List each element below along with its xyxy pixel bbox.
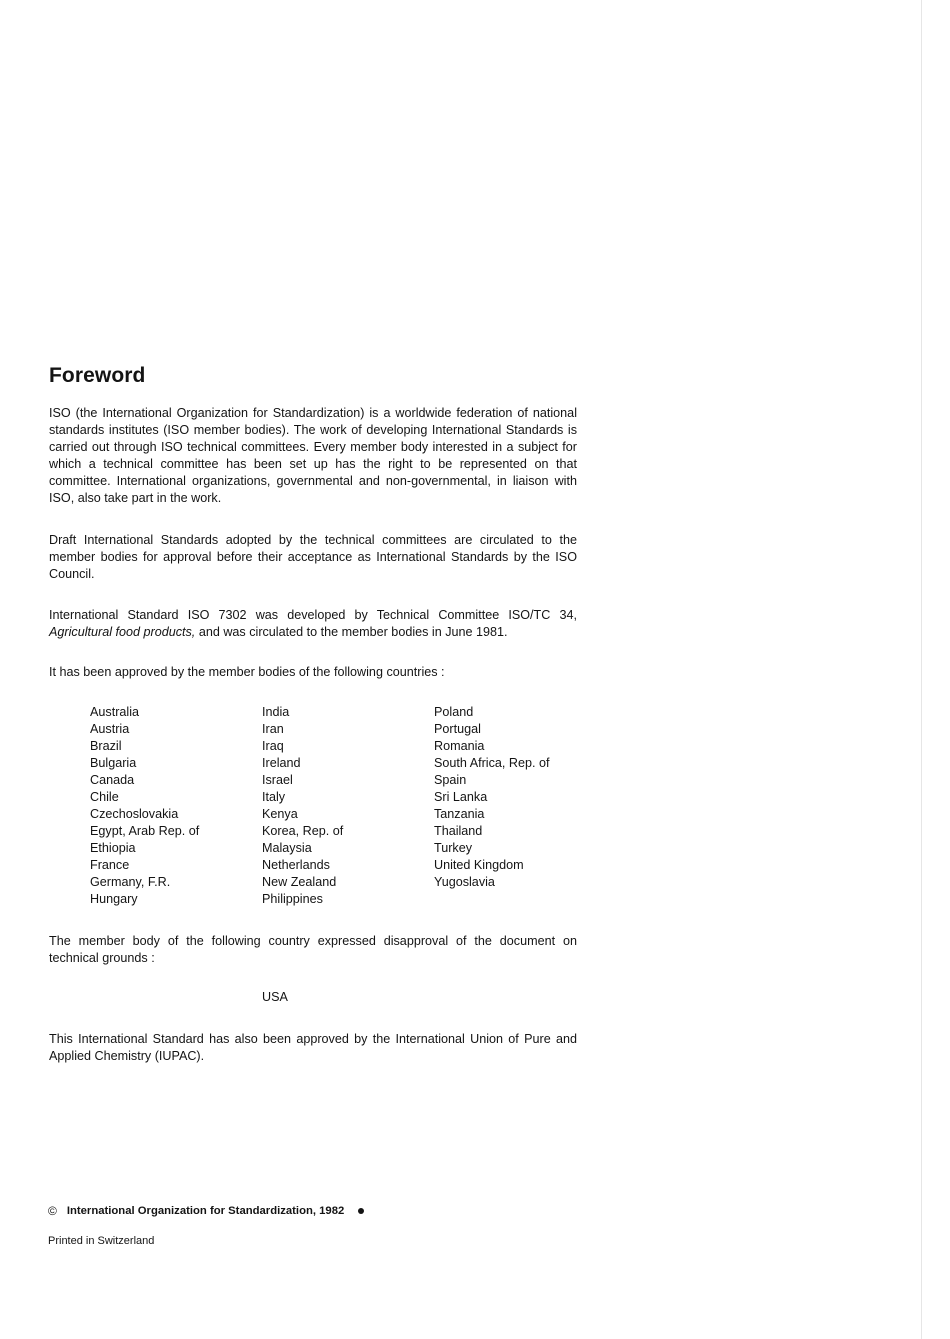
scan-edge-line xyxy=(921,0,922,1339)
printed-in-text: Printed in Switzerland xyxy=(48,1235,155,1247)
development-paragraph xyxy=(49,607,577,641)
development-text-start: International Standard ISO 7302 was developed by Technical Committee ISO/TC 34, xyxy=(49,608,577,622)
country-item: New Zealand xyxy=(262,875,337,889)
country-item: Korea, Rep. of xyxy=(262,824,344,838)
country-item: Yugoslavia xyxy=(434,875,495,889)
country-item: Portugal xyxy=(434,722,481,736)
disapproving-country: USA xyxy=(262,990,288,1004)
country-item: Tanzania xyxy=(434,807,485,821)
country-item: Italy xyxy=(262,790,286,804)
country-item: Turkey xyxy=(434,841,473,855)
country-item: Ethiopia xyxy=(90,841,136,855)
country-item: Poland xyxy=(434,705,474,719)
country-item: Austria xyxy=(90,722,130,736)
country-item: Kenya xyxy=(262,807,298,821)
bullet-dot-icon xyxy=(358,1208,364,1214)
country-item: South Africa, Rep. of xyxy=(434,756,550,770)
country-item: Spain xyxy=(434,773,467,787)
country-item: Iran xyxy=(262,722,284,736)
iupac-paragraph: This International Standard has also been approved by the International Union of Pure and Applied Chemistry (IUPAC). xyxy=(49,1032,577,1063)
country-item: Israel xyxy=(262,773,293,787)
country-item: Thailand xyxy=(434,824,483,838)
committee-title: Agricultural food products, xyxy=(49,625,196,639)
country-item: Canada xyxy=(90,773,135,787)
country-item: Chile xyxy=(90,790,119,804)
country-item: India xyxy=(262,705,290,719)
country-item: Hungary xyxy=(90,892,138,906)
country-item: Australia xyxy=(90,705,139,719)
country-item: Ireland xyxy=(262,756,301,770)
country-item: Iraq xyxy=(262,739,284,753)
foreword-heading: Foreword xyxy=(49,364,146,387)
country-item: Brazil xyxy=(90,739,122,753)
country-item: Romania xyxy=(434,739,485,753)
country-item: France xyxy=(90,858,130,872)
country-item: Egypt, Arab Rep. of xyxy=(90,824,200,838)
development-text-end: and was circulated to the member bodies in June 1981. xyxy=(198,625,508,639)
country-item: United Kingdom xyxy=(434,858,524,872)
country-list-column-3 xyxy=(434,704,550,891)
intro-paragraph: ISO (the International Organization for Standardization) is a worldwide federation of national standards institutes (ISO member bodies). The work of developing International Standards is carried out through ISO technical committees. Every member body interested in a subject for which a technical committee has been set up has the right to be represented on that committee. International organizations, governmental and non-governmental, in liaison with ISO, also take part in the work. xyxy=(49,406,577,505)
country-item: Philippines xyxy=(262,892,323,906)
country-list-column-1 xyxy=(90,704,199,908)
country-item: Czechoslovakia xyxy=(90,807,179,821)
country-item: Bulgaria xyxy=(90,756,137,770)
country-list-column-2 xyxy=(262,704,343,908)
country-item: Malaysia xyxy=(262,841,312,855)
copyright-line xyxy=(48,1203,364,1219)
disapproval-paragraph: The member body of the following country expressed disapproval of the document on technical grounds : xyxy=(49,934,577,965)
country-item: Netherlands xyxy=(262,858,330,872)
country-item: Sri Lanka xyxy=(434,790,488,804)
copyright-text: International Organization for Standardization, 1982 xyxy=(66,1205,345,1217)
approval-paragraph: It has been approved by the member bodies of the following countries : xyxy=(49,665,445,679)
draft-standards-paragraph: Draft International Standards adopted by the technical committees are circulated to the member bodies for approval before their acceptance as International Standards by the ISO Council. xyxy=(49,533,577,581)
country-item: Germany, F.R. xyxy=(90,875,171,889)
copyright-icon: © xyxy=(48,1204,57,1218)
